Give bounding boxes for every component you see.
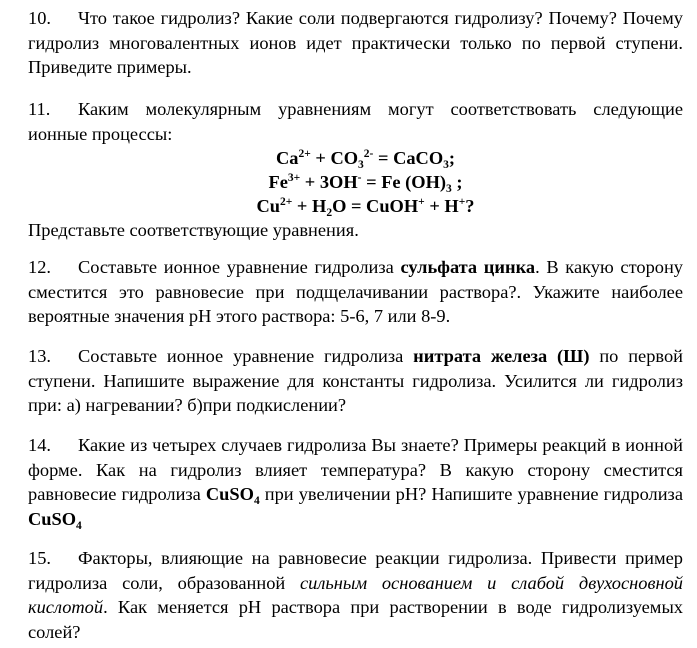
question-12: 12. Составьте ионное уравнение гидролиза сульфата цинка. В какую сторону сместится это равновесие при подщелачивании раствора?. Укажите наиболее вероятные значения рН этого раствора: 5-6, 7 или 8-9. <box>28 257 683 327</box>
question-11 <box>28 97 683 243</box>
question-number: 10. <box>28 8 51 28</box>
question-13: 13. Составьте ионное уравнение гидролиза нитрата железа (Ш) по первой ступени. Напишите выражение для константы гидролиза. Усилится ли гидролиз при: а) нагревании? б)при подкислении? <box>28 346 683 416</box>
bold-term: нитрата железа (Ш) <box>413 346 590 366</box>
equation-3: $Cu^{2+} + H_2O$ = CuOH+ + H+? <box>256 196 475 220</box>
question-number: 12. <box>28 257 51 277</box>
question-text: Каким молекулярным уравнениям могут соответствовать следующие ионные процессы: <box>28 99 683 144</box>
question-15: 15. Факторы, влияющие на равновесие реакции гидролиза. Привести пример гидролиза соли, образованной сильным основанием и слабой двухосновной кислотой. Как меняется рН раствора при растворении в воде гидролизуемых солей? <box>28 548 683 642</box>
bold-formula: CuSO$_4$ <box>28 508 82 532</box>
bold-formula: CuSO$_4$ <box>205 484 260 508</box>
question-10 <box>28 6 683 80</box>
question-number: 11. <box>28 99 51 119</box>
italic-term: сильным основанием и слабой двухосновной кислотой <box>28 572 683 618</box>
question-number: 13. <box>28 346 51 366</box>
question-14: 14. Какие из четырех случаев гидролиза Вы знаете? Примеры реакций в ионной форме. Как на гидролиз влияет температура? В какую сторону сместится равновесие гидролиза CuSO$_4$ при увеличении рН? Напишите уравнение гидролиза CuSO$_4$ <box>28 435 683 532</box>
question-text: Что такое гидролиз? Какие соли подвергаются гидролизу? Почему? Почему гидролиз многовалентных ионов идет практически только по первой ступени. Приведите примеры. <box>28 8 683 78</box>
bold-term: сульфата цинка <box>400 257 536 277</box>
equation-1: $Ca^{2+} + CO_3^{2-}$ = CaCO$_3$; <box>275 148 456 172</box>
question-number: 14. <box>28 435 51 455</box>
equation-2: $Fe^{3+} + 3OH^- = Fe$ $(OH)_3$ ; <box>268 172 463 196</box>
question-number: 15. <box>28 548 51 568</box>
question-outro: Представьте соответствующие уравнения. <box>28 220 359 241</box>
